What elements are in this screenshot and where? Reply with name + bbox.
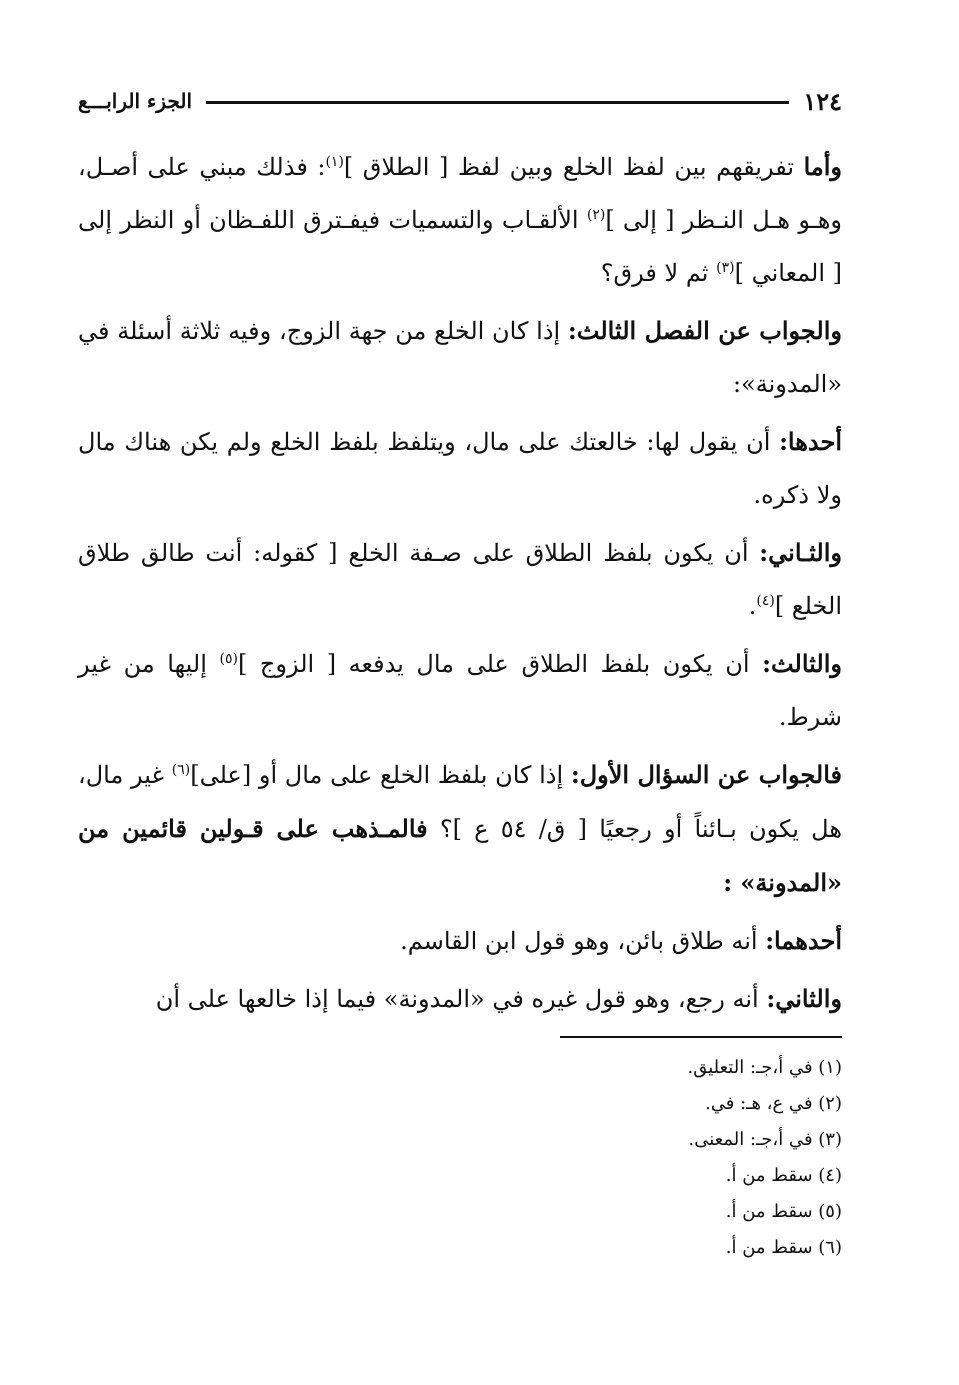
body-text (78, 140, 842, 1030)
footnote: (٢) في ع، هـ: في. (705, 1093, 842, 1114)
footnote: (٦) سقط من أ. (725, 1237, 842, 1258)
paragraph (78, 304, 842, 411)
paragraph-lead: والجواب عن الفصل الثالث: (567, 316, 842, 345)
paragraph-lead: أحدهما: (765, 926, 842, 955)
paragraph-text: أن يكون بلفظ الطلاق على مال يدفعه [ الزوج ] (237, 650, 763, 678)
paragraph (78, 972, 842, 1026)
footnote: (٥) سقط من أ. (725, 1201, 842, 1222)
paragraph-text: تفريقهم بين لفظ الخلع وبين لفظ [ الطلاق ] (343, 153, 804, 181)
paragraph-lead: والثالث: (762, 649, 842, 678)
paragraph-text: : فذلك مبني على أصـل، وهـو هـل النـظر [ إلى ] (78, 153, 842, 234)
footnote-marker: (٣) (716, 260, 735, 276)
bold-text: فالمـذهب على قـولين قائمين من «المدونة» : (78, 814, 842, 897)
paragraph-lead: وأما (803, 152, 843, 181)
footnote: (١) في أ،جـ: التعليق. (687, 1057, 842, 1078)
paragraph (78, 914, 842, 968)
paragraph-text: . (748, 592, 757, 620)
paragraph-text: أنه طلاق بائن، وهو قول ابن القاسم. (400, 927, 766, 955)
book-page (78, 0, 842, 1385)
paragraph (78, 415, 842, 522)
paragraph (78, 140, 842, 300)
footnote-marker: (١) (325, 154, 344, 170)
paragraph (78, 637, 842, 744)
footnotes (78, 1050, 842, 1266)
paragraph-text: أن يقول لها: خالعتك على مال، ويتلفظ بلفظ الخلع ولم يكن هناك مال ولا ذكره. (78, 428, 842, 509)
paragraph-lead: أحدها: (779, 427, 842, 456)
paragraph-lead: والثـاني: (759, 538, 842, 567)
paragraph-text: ثم لا فرق؟ (600, 259, 717, 287)
footnote: (٤) سقط من أ. (725, 1165, 842, 1186)
running-title: الجزء الرابـــع (78, 89, 192, 113)
footnote: (٣) في أ،جـ: المعنى. (688, 1129, 842, 1150)
footnote-marker: (٥) (219, 651, 238, 667)
footnote-rule (560, 1036, 842, 1038)
paragraph-text: غير مال، هل يكون بـائناً أو رجعيًا [ ق/ ٥٤ ع ]؟ (78, 761, 843, 843)
paragraph-text: أن يكون بلفظ الطلاق على صـفة الخلع [ كقوله: أنت طالق طلاق الخلع ] (78, 539, 842, 620)
paragraph (78, 526, 842, 633)
paragraph-text: أنه رجع، وهو قول غيره في «المدونة» فيما إذا خالعها على أن (155, 985, 767, 1013)
footnote-marker: (٦) (171, 762, 191, 778)
footnote-marker: (٤) (756, 593, 775, 609)
paragraph-text: إذا كان بلفظ الخلع على مال أو [على] (190, 761, 571, 789)
paragraph-text: إليها من غير شرط. (78, 650, 842, 731)
paragraph-text: الألقـاب والتسميات فيفـترق اللفـظان أو النظر إلى [ المعاني ] (78, 206, 842, 287)
page-number: ١٢٤ (803, 86, 842, 116)
header-rule (206, 101, 789, 104)
footnote-marker: (٢) (586, 207, 606, 223)
paragraph-text: إذا كان الخلع من جهة الزوج، وفيه ثلاثة أسئلة في «المدونة»: (78, 317, 842, 398)
page-header (78, 86, 842, 116)
paragraph (78, 748, 842, 910)
paragraph-lead: والثاني: (766, 984, 842, 1013)
paragraph-lead: فالجواب عن السؤال الأول: (570, 760, 842, 789)
